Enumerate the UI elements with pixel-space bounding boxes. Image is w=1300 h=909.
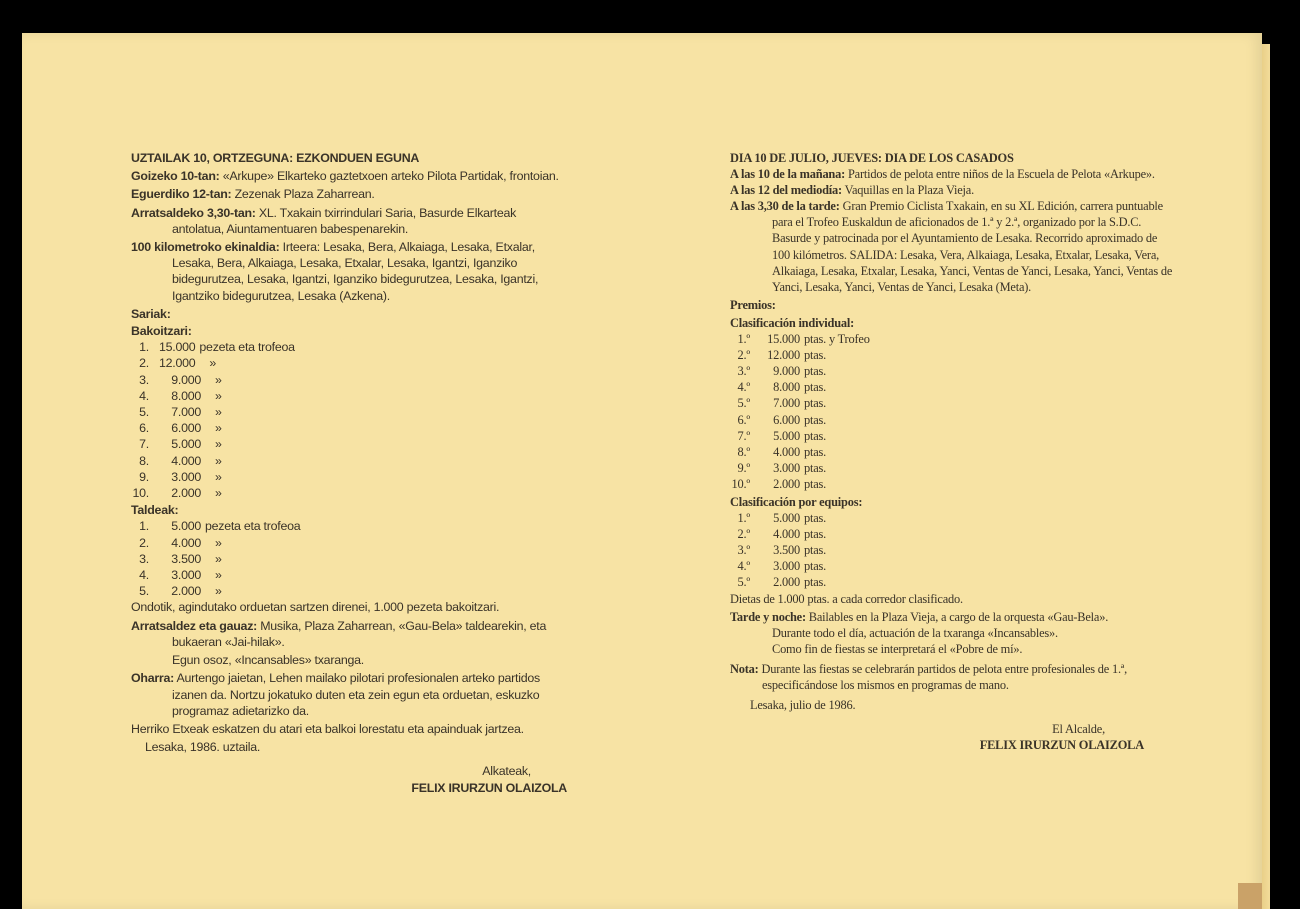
prize-row: [730, 574, 1175, 590]
basque-signature-title: Alkateak,: [482, 764, 531, 779]
prize-row: [730, 379, 1175, 395]
prize-amount: 6.000: [773, 412, 800, 427]
spanish-place-date: Lesaka, julio de 1986.: [750, 698, 856, 713]
spanish-a330: [730, 198, 1175, 295]
page-fold: [1238, 883, 1262, 909]
prize-amount: 5.000: [773, 511, 800, 526]
prize-rank: 6.º: [737, 412, 750, 427]
prize-rank: 9.º: [737, 460, 750, 475]
prize-amount: 4.000: [773, 444, 800, 459]
spanish-column: [730, 150, 1175, 753]
basque-place-date: Lesaka, 1986. uztaila.: [145, 740, 261, 755]
prize-note: »: [215, 388, 222, 403]
prize-row: [730, 363, 1175, 379]
prize-amount: 2.000: [171, 486, 201, 501]
prize-row: [131, 535, 571, 551]
prize-row: [730, 412, 1175, 428]
tarde-text: Bailables en la Plaza Vieja, a cargo de la orquesta «Gau-Bela».: [805, 609, 1109, 624]
prize-rank: 2.º: [737, 527, 750, 542]
prize-note: »: [215, 437, 222, 452]
basque-column: [131, 150, 571, 796]
basque-ekinaldia: [131, 239, 571, 304]
prize-row: [730, 395, 1175, 411]
sariak-heading: Sariak:: [131, 306, 171, 321]
prize-amount: 12.000: [767, 348, 800, 363]
basque-team-prizes: [131, 518, 571, 599]
prize-amount: 5.000: [171, 519, 201, 534]
prize-rank: 4.º: [737, 559, 750, 574]
ekinaldia-text: Irteera: Lesaka, Bera, Alkaiaga, Lesaka, Etxalar, Lesaka, Bera, Alkaiaga, Lesaka, Etxalar, Lesaka, Igantzi, Iganziko bidegurutzea, Lesaka, Igantzi, Iganziko bidegurutzea, Lesaka, Igantzi, Igantziko bidegurutzea, Lesaka (Azkena).: [172, 240, 539, 303]
prize-note: ptas.: [804, 444, 827, 459]
prize-note: pezeta eta trofeoa: [199, 340, 295, 355]
prize-amount: 3.500: [773, 543, 800, 558]
ekinaldia-label: 100 kilometroko ekinaldia:: [131, 240, 280, 255]
prize-rank: 7.: [139, 437, 149, 452]
prize-rank: 3.: [139, 551, 149, 566]
gauaz-text: Musika, Plaza Zaharrean, «Gau-Bela» taldearekin, eta bukaeran «Jai-hilak».: [172, 618, 547, 649]
prize-amount: 15.000: [159, 340, 196, 355]
a12-label: A las 12 del mediodía:: [730, 183, 842, 198]
page-edge: [1262, 44, 1270, 909]
prize-rank: 5.: [139, 405, 149, 420]
prize-note: pezeta eta trofeoa: [205, 519, 301, 534]
prize-note: ptas.: [804, 527, 827, 542]
spanish-nota: [730, 661, 1175, 693]
spanish-individual-prizes: [730, 331, 1175, 492]
spanish-team-prizes: [730, 510, 1175, 590]
prize-amount: 6.000: [171, 421, 201, 436]
prize-note: ptas.: [804, 476, 827, 491]
prize-row: [730, 476, 1175, 492]
prize-row: [730, 444, 1175, 460]
prize-row: [730, 542, 1175, 558]
spanish-a10: [730, 166, 1175, 182]
arratsaldeko-text: XL. Txakain txirrindulari Saria, Basurde Elkarteak antolatua, Aiuntamentuaren babespenarekin.: [172, 205, 517, 236]
prize-amount: 3.000: [171, 568, 201, 583]
basque-signature-name: FELIX IRURZUN OLAIZOLA: [411, 780, 567, 795]
spanish-tarde: [730, 609, 1175, 625]
prize-amount: 8.000: [171, 388, 201, 403]
prize-rank: 3.: [139, 372, 149, 387]
prize-note: »: [215, 372, 222, 387]
prize-rank: 10.: [132, 486, 149, 501]
prize-rank: 4.º: [737, 380, 750, 395]
prize-row: [131, 339, 571, 355]
prize-rank: 4.: [139, 568, 149, 583]
prize-rank: 1.º: [737, 332, 750, 347]
prize-amount: 4.000: [773, 527, 800, 542]
eguerdiko-label: Eguerdiko 12-tan:: [131, 187, 232, 202]
prize-note: »: [215, 469, 222, 484]
a10-text: Partidos de pelota entre niños de la Escuela de Pelota «Arkupe».: [845, 167, 1155, 182]
prize-row: [131, 551, 571, 567]
prize-rank: 2.: [139, 356, 149, 371]
prize-amount: 2.000: [773, 575, 800, 590]
basque-eguerdiko: [131, 186, 571, 202]
prize-amount: 15.000: [767, 332, 800, 347]
basque-ondotik: Ondotik, agindutako orduetan sartzen direnei, 1.000 pezeta bakoitzari.: [131, 600, 500, 615]
prize-amount: 8.000: [773, 380, 800, 395]
prize-note: ptas.: [804, 511, 827, 526]
prize-amount: 12.000: [159, 356, 196, 371]
prize-row: [131, 518, 571, 534]
prize-rank: 1.: [139, 340, 149, 355]
prize-rank: 1.: [139, 519, 149, 534]
prize-note: ptas.: [804, 412, 827, 427]
prize-rank: 8.: [139, 453, 149, 468]
prize-row: [131, 355, 571, 371]
prize-rank: 5.º: [737, 575, 750, 590]
oharra-label: Oharra:: [131, 671, 175, 686]
prize-note: ptas.: [804, 575, 827, 590]
prize-row: [730, 558, 1175, 574]
premios-heading: Premios:: [730, 297, 776, 312]
prize-row: [131, 388, 571, 404]
prize-rank: 8.º: [737, 444, 750, 459]
spanish-dietas: Dietas de 1.000 ptas. a cada corredor clasificado.: [730, 591, 963, 606]
spanish-tarde-line2: Durante todo el día, actuación de la txaranga «Incansables».: [772, 625, 1058, 640]
prize-rank: 5.: [139, 584, 149, 599]
prize-note: ptas.: [804, 559, 827, 574]
nota-label: Nota:: [730, 661, 759, 676]
clasificacion-individual-heading: Clasificación individual:: [730, 315, 855, 330]
prize-row: [730, 428, 1175, 444]
prize-rank: 2.: [139, 535, 149, 550]
prize-row: [131, 485, 571, 501]
prize-rank: 5.º: [737, 396, 750, 411]
prize-rank: 9.: [139, 469, 149, 484]
prize-note: »: [215, 453, 222, 468]
a330-text: Gran Premio Ciclista Txakain, en su XL Edición, carrera puntuable para el Trofeo Euskaldun de aficionados de 1.ª y 2.ª, organizado por la S.D.C. Basurde y patrocinada por el Ayuntamiento de Lesaka. Recorrido aproximado de 100 kilómetros. SALIDA: Lesaka, Vera, Alkaiaga, Lesaka, Etxalar, Lesaka, Vera, Alkaiaga, Lesaka, Etxalar, Lesaka, Yanci, Ventas de Yanci, Lesaka, Yanci, Ventas de Yanci, Lesaka, Yanci, Ventas de Yanci, Lesaka (Meta).: [772, 199, 1173, 294]
prize-note: ptas.: [804, 364, 827, 379]
prize-note: »: [215, 486, 222, 501]
clasificacion-equipos-heading: Clasificación por equipos:: [730, 494, 863, 509]
prize-amount: 2.000: [773, 476, 800, 491]
prize-row: [730, 347, 1175, 363]
taldeak-heading: Taldeak:: [131, 503, 179, 518]
prize-rank: 1.º: [737, 511, 750, 526]
prize-row: [730, 460, 1175, 476]
arratsaldeko-label: Arratsaldeko 3,30-tan:: [131, 205, 256, 220]
prize-note: »: [209, 356, 217, 371]
a10-label: A las 10 de la mañana:: [730, 167, 846, 182]
prize-row: [730, 526, 1175, 542]
prize-amount: 5.000: [773, 428, 800, 443]
basque-arratsaldeko: [131, 205, 571, 237]
goizeko-text: «Arkupe» Elkarteko gaztetxoen arteko Pilota Partidak, frontoian.: [219, 169, 559, 184]
prize-row: [131, 567, 571, 583]
prize-note: »: [215, 551, 222, 566]
bakoitzari-heading: Bakoitzari:: [131, 324, 192, 339]
eguerdiko-text: Zezenak Plaza Zaharrean.: [231, 187, 375, 202]
prize-note: »: [215, 568, 222, 583]
basque-oharra: [131, 670, 571, 719]
prize-amount: 5.000: [171, 437, 201, 452]
tarde-label: Tarde y noche:: [730, 609, 806, 624]
prize-amount: 9.000: [171, 372, 201, 387]
prize-note: »: [215, 535, 222, 550]
basque-heading: UZTAILAK 10, ORTZEGUNA: EZKONDUEN EGUNA: [131, 151, 420, 165]
prize-row: [131, 453, 571, 469]
spanish-heading: DIA 10 DE JULIO, JUEVES: DIA DE LOS CASADOS: [730, 151, 1014, 165]
prize-row: [730, 331, 1175, 347]
prize-row: [131, 420, 571, 436]
prize-rank: 3.º: [737, 543, 750, 558]
prize-note: ptas.: [804, 396, 827, 411]
prize-row: [131, 404, 571, 420]
nota-text: Durante las fiestas se celebrarán partidos de pelota entre profesionales de 1.ª, especificándose los mismos en programas de mano.: [758, 661, 1128, 692]
basque-herriko: Herriko Etxeak eskatzen du atari eta balkoi lorestatu eta apainduak jartzea.: [131, 721, 524, 736]
prize-note: ptas.: [804, 380, 827, 395]
prize-note: »: [215, 405, 222, 420]
basque-gauaz: [131, 618, 571, 650]
prize-row: [730, 510, 1175, 526]
basque-goizeko: [131, 168, 571, 184]
prize-row: [131, 469, 571, 485]
prize-note: ptas.: [804, 348, 827, 363]
spanish-a12: [730, 182, 1175, 198]
prize-amount: 4.000: [171, 535, 201, 550]
spanish-signature-title: El Alcalde,: [1052, 722, 1105, 737]
a12-text: Vaquillas en la Plaza Vieja.: [841, 183, 974, 198]
basque-gauaz-line2: Egun osoz, «Incansables» txaranga.: [172, 653, 364, 668]
prize-rank: 7.º: [737, 428, 750, 443]
oharra-text: Aurtengo jaietan, Lehen mailako pilotari profesionalen arteko partidos izanen da. Nortzu jokatuko duten eta zein egun eta orduetan, eskuzko programaz adietarizko da.: [172, 671, 540, 718]
prize-rank: 3.º: [737, 364, 750, 379]
prize-amount: 7.000: [171, 405, 201, 420]
prize-note: ptas.: [804, 428, 827, 443]
prize-amount: 2.000: [171, 584, 201, 599]
prize-amount: 4.000: [171, 453, 201, 468]
prize-amount: 3.000: [773, 460, 800, 475]
prize-row: [131, 436, 571, 452]
prize-rank: 6.: [139, 421, 149, 436]
prize-rank: 2.º: [737, 348, 750, 363]
prize-amount: 3.000: [773, 559, 800, 574]
prize-amount: 3.500: [171, 551, 201, 566]
gauaz-label: Arratsaldez eta gauaz:: [131, 618, 258, 633]
prize-amount: 3.000: [171, 469, 201, 484]
prize-row: [131, 372, 571, 388]
prize-note: ptas. y Trofeo: [804, 332, 870, 347]
prize-note: »: [215, 421, 222, 436]
prize-note: »: [215, 584, 222, 599]
spanish-tarde-line3: Como fin de fiestas se interpretará el «Pobre de mí».: [772, 641, 1023, 656]
goizeko-label: Goizeko 10-tan:: [131, 169, 220, 184]
prize-amount: 9.000: [773, 364, 800, 379]
basque-individual-prizes: [131, 339, 571, 501]
prize-row: [131, 583, 571, 599]
prize-amount: 7.000: [773, 396, 800, 411]
spanish-signature-name: FELIX IRURZUN OLAIZOLA: [979, 738, 1144, 753]
prize-rank: 10.º: [731, 476, 750, 491]
prize-note: ptas.: [804, 543, 827, 558]
prize-note: ptas.: [804, 460, 827, 475]
prize-rank: 4.: [139, 388, 149, 403]
a330-label: A las 3,30 de la tarde:: [730, 199, 840, 214]
